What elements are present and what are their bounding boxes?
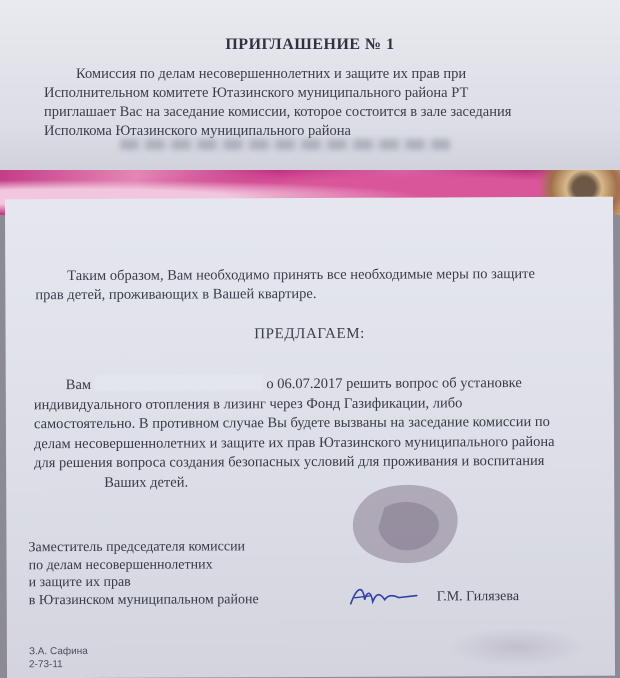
invitation-line: Исполкома Ютазинского муниципального района [44,123,351,139]
invitation-line: Комиссия по делам несовершеннолетних и защите их прав при [76,66,467,82]
proposal-first-line [34,373,586,396]
executor-name: З.А. Сафина [28,645,88,658]
invitation-title: ПРИГЛАШЕНИЕ № 1 [225,36,395,53]
proposal-deadline: о 06.07.2017 решить вопрос об установке [266,375,522,393]
measures-line: Таким образом, Вам необходимо принять все необходимые меры по защите [67,266,535,285]
proposal-line: Ваших детей. [104,474,189,491]
stamp-smudge-icon [336,477,466,570]
proposal-line: индивидуального отопления в лизинг через Фонд Газификации, либо [33,394,463,413]
proposal-start: Вам [65,376,92,394]
redacted-name [95,374,263,391]
role-line: Заместитель председателя комиссии [28,539,246,556]
blurred-address-line [120,139,450,150]
measures-line: прав детей, проживающих в Вашей квартире. [35,285,317,304]
paper-smudge [447,627,587,668]
letter-sheet [5,197,615,678]
role-line: и защите их прав [28,574,131,591]
signatory-name: Г.М. Гилязева [436,589,520,605]
proposal-heading: ПРЕДЛАГАЕМ: [254,325,365,343]
invitation-sheet [0,0,620,178]
invitation-text [44,65,579,141]
invitation-line: Исполнительном комитете Ютазинского муниципального района РТ [44,85,469,101]
signature-icon [347,582,425,610]
executor-phone: 2-73-11 [28,659,63,671]
signatory-role [28,538,318,609]
proposal-line: делам несовершеннолетних и защите их прав Ютазинского муниципального района [33,433,555,452]
proposal-line: для решения вопроса создания безопасных условий для проживания и воспитания [34,452,545,472]
proposal-paragraph [34,373,587,493]
role-line: в Ютазинском муниципальном районе [28,591,259,608]
measures-paragraph [35,265,583,305]
role-line: по делам несовершеннолетних [28,556,213,573]
proposal-line: самостоятельно. В противном случае Вы будете вызваны на заседание комиссии по [33,413,550,433]
invitation-line: приглашает Вас на заседание комиссии, которое состоится в зале заседания [44,104,512,120]
footer-executor-block [29,645,88,671]
